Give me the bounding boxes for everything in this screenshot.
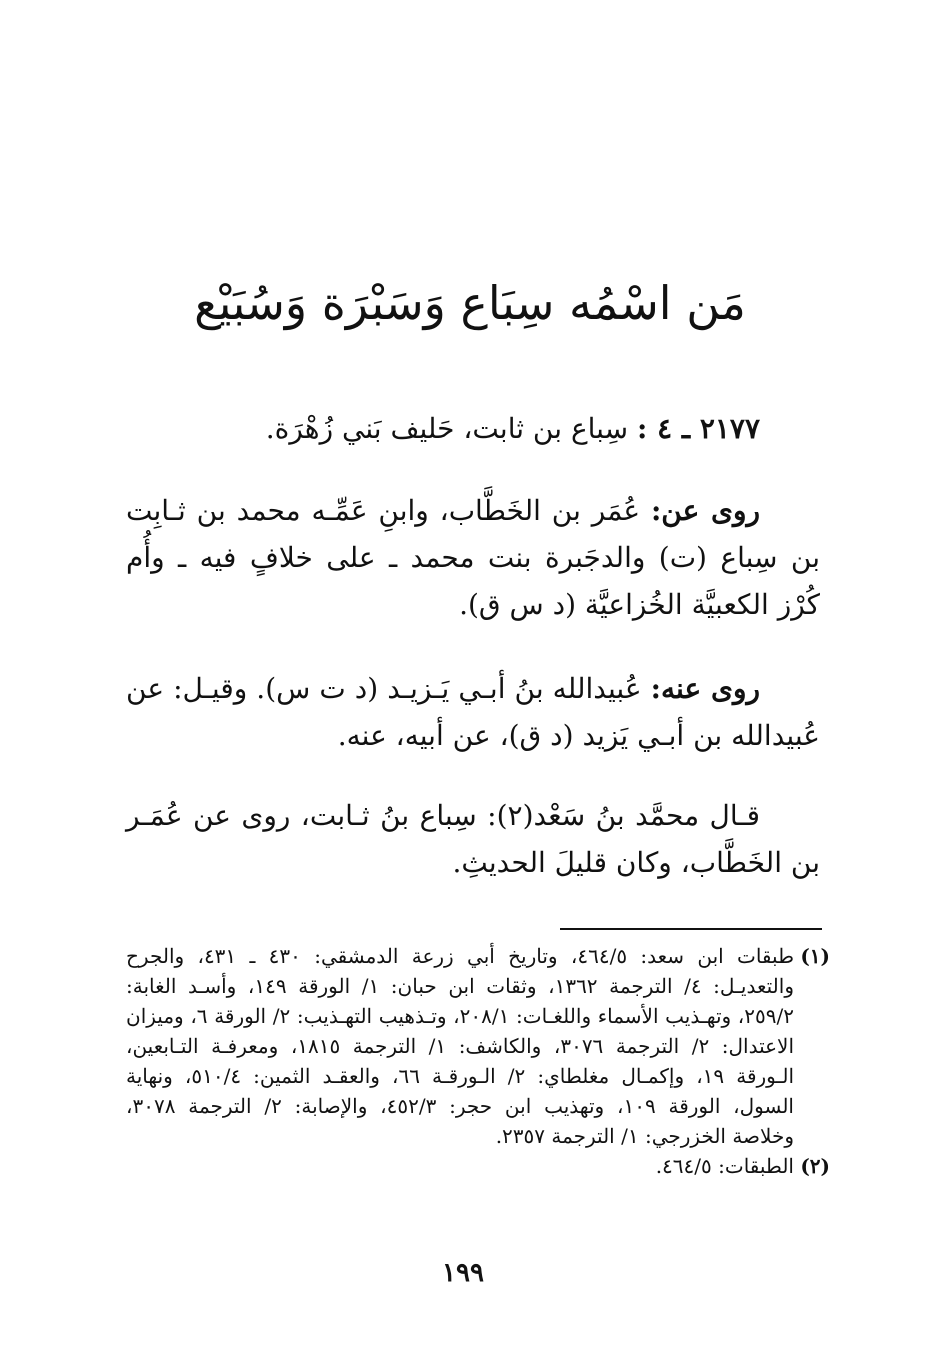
entry-name: سِباع بن ثابت، حَليف بَني زُهْرَة. [265,412,629,445]
entry-heading [126,405,820,452]
footnote-2 [126,1151,830,1181]
footnote-text: طبقات ابن سعد: ٤٦٤/٥، وتاريخ أبي زرعة الدمشقي: ٤٣٠ ـ ٤٣١، والجرح والتعديـل: ٤/ الترجمة ١٣٦٢، وثقات ابن حبان: ١/ الورقة ١٤٩، وأسـد الغابة: ٢٥٩/٢، وتهـذيب الأسماء واللغـات: ٢٠٨/١، وتـذهيب التهـذيب: ٢/ الورقة ٦، وميزان الاعتدال: ٢/ الترجمة ٣٠٧٦، والكاشف: ١/ الترجمة ١٨١٥، ومعرفـة التـابعين، الـورقة ١٩، وإكمـال مغلطاي: ٢/ الـورقـة ٦٦، والعقـد الثمين: ٥١٠/٤، ونهاية السول، الورقة ١٠٩، وتهذيب ابن حجر: ٤٥٢/٣، والإصابة: ٢/ الترجمة ٣٠٧٨، وخلاصة الخزرجي: ١/ الترجمة ٢٣٥٧. [126,944,795,1148]
chapter-title: مَن اسْمُه سِبَاع وَسَبْرَة وَسُبَيْع [194,276,746,330]
page-number: ١٩٩ [442,1258,484,1288]
footnote-marker: (٢) [800,1154,830,1178]
narrated-from-text: عُمَر بن الخَطَّاب، وابنِ عَمِّـه محمد بن ثـابِت بن سِباع (ت) والدجَبرة بنت محمد ـ على خلافٍ فيه ـ وأُم كُرْز الكعبيَّة الخُزاعيَّة (د س ق). [126,494,820,621]
narrated-by-text: عُبيدالله بنُ أبـي يَـزيـد (د ت س). وقيـل: عن عُبيدالله بن أبـي يَزيد (د ق)، عن أبيه، عنه. [126,672,820,752]
narrated-from-paragraph [126,487,820,628]
footnote-1 [126,941,830,1151]
footnote-marker: (١) [800,944,830,968]
narrated-from-label: روى عن: [650,494,760,527]
ibn-sad-quote-text: قـال محمَّد بنُ سَعْد(٢): سِباع بنُ ثـابت، روى عن عُمَـر بن الخَطَّاب، وكان قليلَ الحديثِ. [126,799,820,879]
footnotes [126,941,830,1181]
ibn-sad-quote-paragraph [126,792,820,886]
footnote-text: الطبقات: ٤٦٤/٥. [655,1154,794,1178]
footnote-separator [560,928,822,930]
narrated-by-paragraph [126,665,820,759]
narrated-by-label: روى عنه: [650,672,760,705]
entry-number: ٢١٧٧ ـ ٤ : [637,412,760,445]
